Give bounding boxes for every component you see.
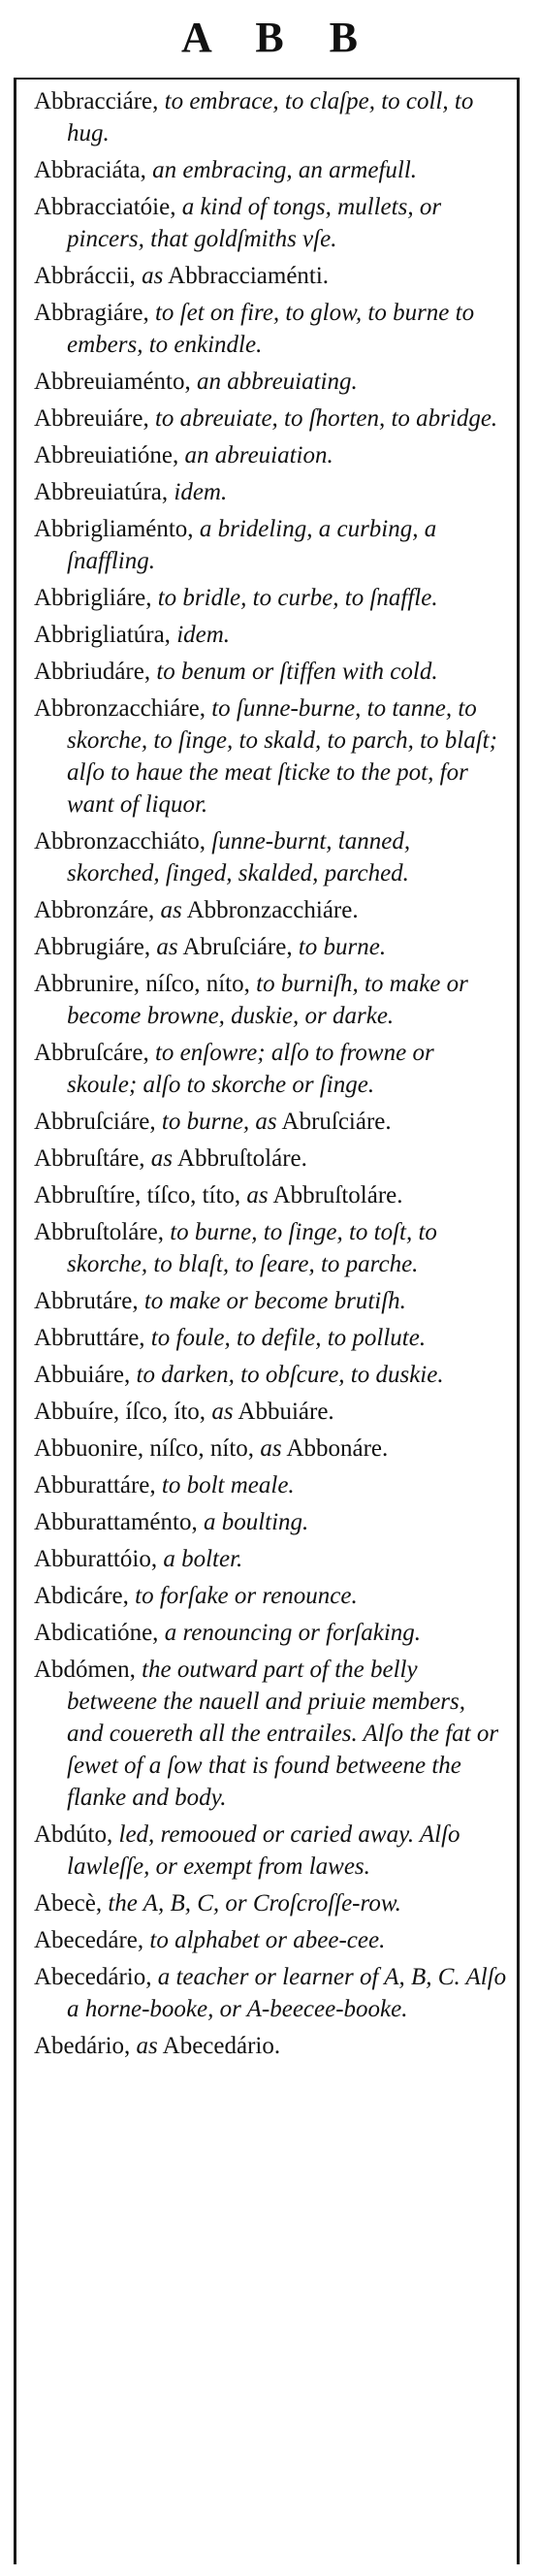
entry-definition: as: [160, 897, 182, 923]
dictionary-entry: [34, 1924, 507, 1956]
entry-definition: as: [246, 1182, 269, 1208]
entry-definition: to burniſh, to make or become browne, duskie, or darke.: [67, 971, 468, 1029]
entry-headword: Abburattaménto,: [34, 1509, 198, 1535]
entry-headword: Abbuonire, níſco, níto,: [34, 1435, 261, 1462]
entry-definition: to make or become brutiſh.: [138, 1288, 406, 1314]
dictionary-entry: [34, 297, 507, 361]
dictionary-entry: [34, 1216, 507, 1280]
entry-headword: Abbreuiáre,: [34, 405, 149, 432]
entry-definition: a bolter.: [157, 1546, 243, 1572]
entry-definition: as: [211, 1399, 234, 1425]
entry-headword: Abbracciáre,: [34, 88, 159, 114]
dictionary-entry: [34, 656, 507, 688]
dictionary-entry: [34, 439, 507, 471]
entry-headword: Abbragiáre,: [34, 300, 149, 326]
entry-headword: Abbrunire, níſco, níto,: [34, 971, 250, 997]
entry-definition: as: [150, 1145, 174, 1172]
dictionary-entry: [34, 513, 507, 577]
dictionary-entry: [34, 1961, 507, 2025]
dictionary-entry: [34, 1106, 507, 1138]
entry-headword: Abbreuiatúra,: [34, 479, 169, 505]
entry-definition: to burne, to ſinge, to toſt, to skorche, to blaſt, to ſeare, to parche.: [67, 1219, 437, 1277]
entry-headword: Abbracciatóie,: [34, 194, 176, 220]
entry-definition: to darken, to obſcure, to duskie.: [130, 1362, 444, 1388]
entry-definition: as: [142, 263, 164, 289]
entry-headword: Abdicatióne,: [34, 1620, 159, 1646]
entry-definition: ſunne-burnt, tanned, skorched, ſinged, skalded, parched.: [67, 828, 411, 886]
dictionary-entry: [34, 1143, 507, 1175]
entry-definition: to forſake or renounce.: [128, 1583, 358, 1609]
entry-definition: as: [156, 934, 178, 960]
dictionary-entry: [34, 1819, 507, 1883]
dictionary-entry: [34, 968, 507, 1032]
dictionary-entry: [34, 402, 507, 435]
dictionary-entry: [34, 366, 507, 398]
dictionary-entry: [34, 1617, 507, 1649]
entry-cross-reference: Abruſciáre,: [177, 934, 293, 960]
entry-definition: to ſunne-burne, to tanne, to skorche, to ſinge, to skald, to parch, to blaſt; alſo to haue the meat ſticke to the pot, for want of liquor.: [67, 695, 497, 818]
dictionary-entry: [34, 1543, 507, 1575]
dictionary-entry: [34, 1654, 507, 1814]
dictionary-entry: [34, 1506, 507, 1538]
entry-definition: to embrace, to claſpe, to coll, to hug.: [67, 88, 474, 146]
entry-definition: to ſet on fire, to glow, to burne to embers, to enkindle.: [67, 300, 475, 358]
entry-headword: Abbruttáre,: [34, 1325, 145, 1351]
entry-headword: Abbráccii,: [34, 263, 143, 289]
entry-definition: as: [260, 1435, 282, 1462]
entry-definition: to enſowre; alſo to frowne or skoule; alſo to skorche or ſinge.: [67, 1040, 434, 1098]
entry-definition: to foule, to defile, to pollute.: [144, 1325, 427, 1351]
entry-headword: Abbruſtoláre,: [34, 1219, 164, 1245]
dictionary-entry: [34, 260, 507, 292]
entry-definition: a teacher or learner of A, B, C. Alſo a horne-booke, or A-beecee-booke.: [67, 1964, 507, 2022]
entry-cross-reference: Abruſciáre.: [276, 1109, 392, 1135]
dictionary-entry: [34, 85, 507, 149]
entry-definition: an embracing, an armefull.: [145, 157, 418, 183]
dictionary-entry: [34, 1037, 507, 1101]
entry-definition: a boulting.: [197, 1509, 309, 1535]
dictionary-entry: [34, 894, 507, 926]
entry-headword: Abburattóio,: [34, 1546, 158, 1572]
entry-list: [16, 80, 517, 2062]
entry-definition-continued: to burne.: [292, 934, 387, 960]
entry-definition: a renouncing or forſaking.: [158, 1620, 422, 1646]
entry-headword: Abbuiáre,: [34, 1362, 131, 1388]
entry-definition: to burne, as: [155, 1109, 277, 1135]
entry-headword: Abbruſcáre,: [34, 1040, 149, 1066]
entry-definition: led, remooued or caried away. Alſo lawleſſe, or exempt from lawes.: [67, 1821, 460, 1880]
entry-definition: to bolt meale.: [155, 1472, 295, 1498]
entry-headword: Abbronzacchiáto,: [34, 828, 206, 854]
dictionary-entry: [34, 1580, 507, 1612]
dictionary-entry: [34, 619, 507, 651]
entry-cross-reference: Abbracciaménti.: [163, 263, 330, 289]
entry-definition: idem.: [168, 479, 228, 505]
entry-headword: Abburattáre,: [34, 1472, 156, 1498]
dictionary-entry: [34, 1359, 507, 1391]
entry-headword: Abbronzáre,: [34, 897, 161, 923]
dictionary-entry: [34, 1396, 507, 1428]
entry-headword: Abbrigliaménto,: [34, 516, 194, 542]
dictionary-entry: [34, 692, 507, 821]
entry-cross-reference: Abbruſtoláre.: [268, 1182, 403, 1208]
entry-definition: to bridle, to curbe, to ſnaffle.: [151, 585, 438, 611]
entry-cross-reference: Abbruſtoláre.: [173, 1145, 307, 1172]
dictionary-entry: [34, 1285, 507, 1317]
dictionary-entry: [34, 154, 507, 186]
entry-definition: to benum or ſtiffen with cold.: [150, 659, 438, 685]
entry-definition: a brideling, a curbing, a ſnaffling.: [67, 516, 437, 574]
dictionary-entry: [34, 2030, 507, 2062]
entry-headword: Abbreuiatióne,: [34, 442, 179, 468]
entry-headword: Abecedário,: [34, 1964, 152, 1990]
entry-headword: Abdómen,: [34, 1657, 136, 1683]
entry-headword: Abbrugiáre,: [34, 934, 157, 960]
entry-definition: to alphabet or abee-cee.: [143, 1927, 386, 1953]
entry-definition: the outward part of the belly betweene the nauell and priuie members, and couereth all the entrailes. Alſo the fat or ſewet of a ſow that is found betweene the flanke and body.: [67, 1657, 499, 1811]
entry-headword: Abecè,: [34, 1890, 103, 1916]
dictionary-entry: [34, 931, 507, 963]
entry-definition: an abbreuiating.: [190, 369, 358, 395]
entry-definition: idem.: [170, 622, 231, 648]
running-headword: A B B: [180, 14, 376, 61]
entry-headword: Abbruſtáre,: [34, 1145, 151, 1172]
entry-definition: an abreuiation.: [178, 442, 333, 468]
entry-headword: Abbrutáre,: [34, 1288, 139, 1314]
entry-definition: a kind of tongs, mullets, or pincers, that goldſmiths vſe.: [67, 194, 442, 252]
entry-headword: Abbriudáre,: [34, 659, 151, 685]
entry-cross-reference: Abbuiáre.: [233, 1399, 334, 1425]
entry-headword: Abdicáre,: [34, 1583, 129, 1609]
entry-cross-reference: Abecedário.: [157, 2033, 281, 2059]
dictionary-entry: [34, 1179, 507, 1211]
entry-cross-reference: Abbonáre.: [281, 1435, 389, 1462]
entry-headword: Abbrigliatúra,: [34, 622, 171, 648]
entry-headword: Abbronzacchiáre,: [34, 695, 206, 722]
page-header: [0, 0, 539, 76]
dictionary-entry: [34, 476, 507, 508]
entry-headword: Abbruſciáre,: [34, 1109, 156, 1135]
dictionary-column: [14, 78, 520, 2564]
dictionary-entry: [34, 1433, 507, 1465]
entry-definition: to abreuiate, to ſhorten, to abridge.: [148, 405, 498, 432]
dictionary-entry: [34, 1322, 507, 1354]
entry-headword: Abbrigliáre,: [34, 585, 152, 611]
dictionary-entry: [34, 191, 507, 255]
entry-headword: Abecedáre,: [34, 1927, 144, 1953]
entry-cross-reference: Abbronzacchiáre.: [181, 897, 359, 923]
dictionary-entry: [34, 1887, 507, 1919]
dictionary-entry: [34, 825, 507, 889]
entry-headword: Abbruſtíre, tíſco, títo,: [34, 1182, 247, 1208]
entry-headword: Abdúto,: [34, 1821, 113, 1848]
dictionary-entry: [34, 1469, 507, 1501]
dictionary-entry: [34, 582, 507, 614]
entry-definition: as: [136, 2033, 158, 2059]
entry-headword: Abedário,: [34, 2033, 137, 2059]
entry-headword: Abbuíre, íſco, íto,: [34, 1399, 212, 1425]
entry-headword: Abbreuiaménto,: [34, 369, 191, 395]
entry-headword: Abbraciáta,: [34, 157, 146, 183]
entry-definition: the A, B, C, or Croſcroſſe-row.: [102, 1890, 401, 1916]
